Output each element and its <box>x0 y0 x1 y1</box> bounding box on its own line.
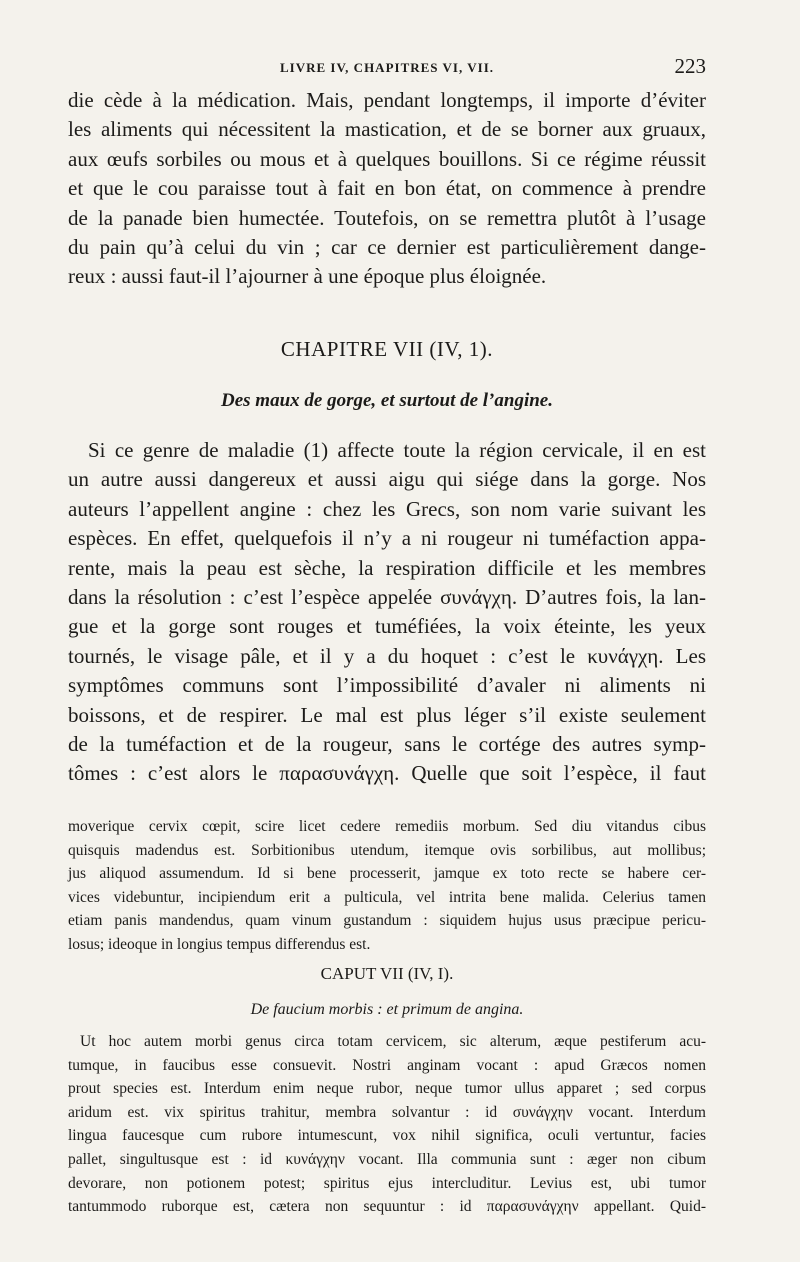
text-line: tumque, in faucibus esse consuevit. Nostri anginam vocant : apud Græcos nomen <box>68 1056 706 1074</box>
text-line: moverique cervix cœpit, scire licet cedere remediis morbum. Sed diu vitandus cibus <box>68 818 706 835</box>
text-line: aridum est. vix spiritus trahitur, membra solvantur : id συνάγχην vocant. Interdum <box>68 1103 706 1121</box>
text-line: tournés, le visage pâle, et il y a du hoquet : c’est le κυνάγχη. Les <box>68 643 706 668</box>
running-header <box>68 54 706 80</box>
text-line: dans la résolution : c’est l’espèce appelée συνάγχη. D’autres fois, la lan- <box>68 584 706 609</box>
text-line: tômes : c’est alors le παρασυνάγχη. Quelle que soit l’espèce, il faut <box>68 761 706 786</box>
text-line: de la tuméfaction et de la rougeur, sans le cortége des autres symp- <box>68 731 706 756</box>
text-line: pallet, singultusque est : id κυνάγχην vocant. Illa communia sunt : æger non cibum <box>68 1150 706 1168</box>
text-line: du pain qu’à celui du vin ; car ce dernier est particulièrement dange- <box>68 234 706 259</box>
text-line: les aliments qui nécessitent la mastication, et de se borner aux gruaux, <box>68 117 706 142</box>
text-line: rente, mais la peau est sèche, la respiration difficile et les membres <box>68 555 706 580</box>
running-title: LIVRE IV, CHAPITRES VI, VII. <box>279 60 495 75</box>
text-line: reux : aussi faut-il l’ajourner à une époque plus éloignée. <box>68 264 547 289</box>
chapter-subtitle: Des maux de gorge, et surtout de l’angine. <box>221 390 553 411</box>
text-line: aux œufs sorbiles ou mous et à quelques bouillons. Si ce régime réussit <box>68 146 706 171</box>
text-line: prout species est. Interdum enim neque rubor, neque tumor ullus apparet ; sed corpus <box>68 1080 706 1098</box>
text-line: symptômes communs sont l’impossibilité d’avaler ni aliments ni <box>68 673 706 698</box>
text-line: etiam panis mandendus, quam vinum gustandum : siquidem hujus usus præcipue pericu- <box>68 912 706 930</box>
text-line: jus aliquod assumendum. Id si bene processerit, jamque ex toto recte se habere cer- <box>68 865 706 883</box>
text-line: losus; ideoque in longius tempus differendus est. <box>68 935 371 953</box>
latin-paragraph-chapter <box>68 1030 706 1219</box>
text-line: auteurs l’appellent angine : chez les Grecs, son nom varie suivant les <box>68 496 706 521</box>
text-line: boissons, et de respirer. Le mal est plus léger s’il existe seulement <box>68 702 706 727</box>
latin-paragraph-top <box>68 815 706 957</box>
text-line: vices videbuntur, incipiendum erit a pulticula, vel intrita bene malida. Celerius tamen <box>68 888 706 906</box>
text-line: un autre aussi dangereux et aussi aigu qui siége dans la gorge. Nos <box>68 467 706 492</box>
text-line: Ut hoc autem morbi genus circa totam cervicem, sic alterum, æque pestiferum acu- <box>80 1033 706 1050</box>
text-line: quisquis madendus est. Sorbitionibus utendum, itemque ovis sorbilibus, aut mollibus; <box>68 841 706 859</box>
text-line: lingua faucesque cum rubore intumescunt, vox nihil significa, oculi vertuntur, facies <box>68 1127 706 1145</box>
french-paragraph-top <box>68 86 706 292</box>
text-line: devorare, non potionem potest; spiritus ejus intercluditur. Levius est, ubi tumor <box>68 1174 706 1192</box>
text-line: die cède à la médication. Mais, pendant longtemps, il importe d’éviter <box>68 88 706 112</box>
text-line: Si ce genre de maladie (1) affecte toute la région cervicale, il en est <box>88 438 706 462</box>
text-line: espèces. En effet, quelquefois il n’y a ni rougeur ni tuméfaction appa- <box>68 526 706 551</box>
chapter-title: CHAPITRE VII (IV, 1). <box>280 337 494 361</box>
text-line: de la panade bien humectée. Toutefois, on se remettra plutôt à l’usage <box>68 205 706 230</box>
text-line: et que le cou paraisse tout à fait en bon état, on commence à prendre <box>68 176 706 201</box>
text-line: tantummodo ruborque est, cætera non sequuntur : id παρασυνάγχην appellant. Quid- <box>68 1198 706 1216</box>
page-number: 223 <box>674 54 706 78</box>
french-paragraph-chapter <box>68 436 706 789</box>
caput-title: CAPUT VII (IV, I). <box>320 964 454 983</box>
text-line: gue et la gorge sont rouges et tuméfiées, la voix éteinte, les yeux <box>68 614 706 639</box>
caput-subtitle: De faucium morbis : et primum de angina. <box>250 1001 524 1018</box>
